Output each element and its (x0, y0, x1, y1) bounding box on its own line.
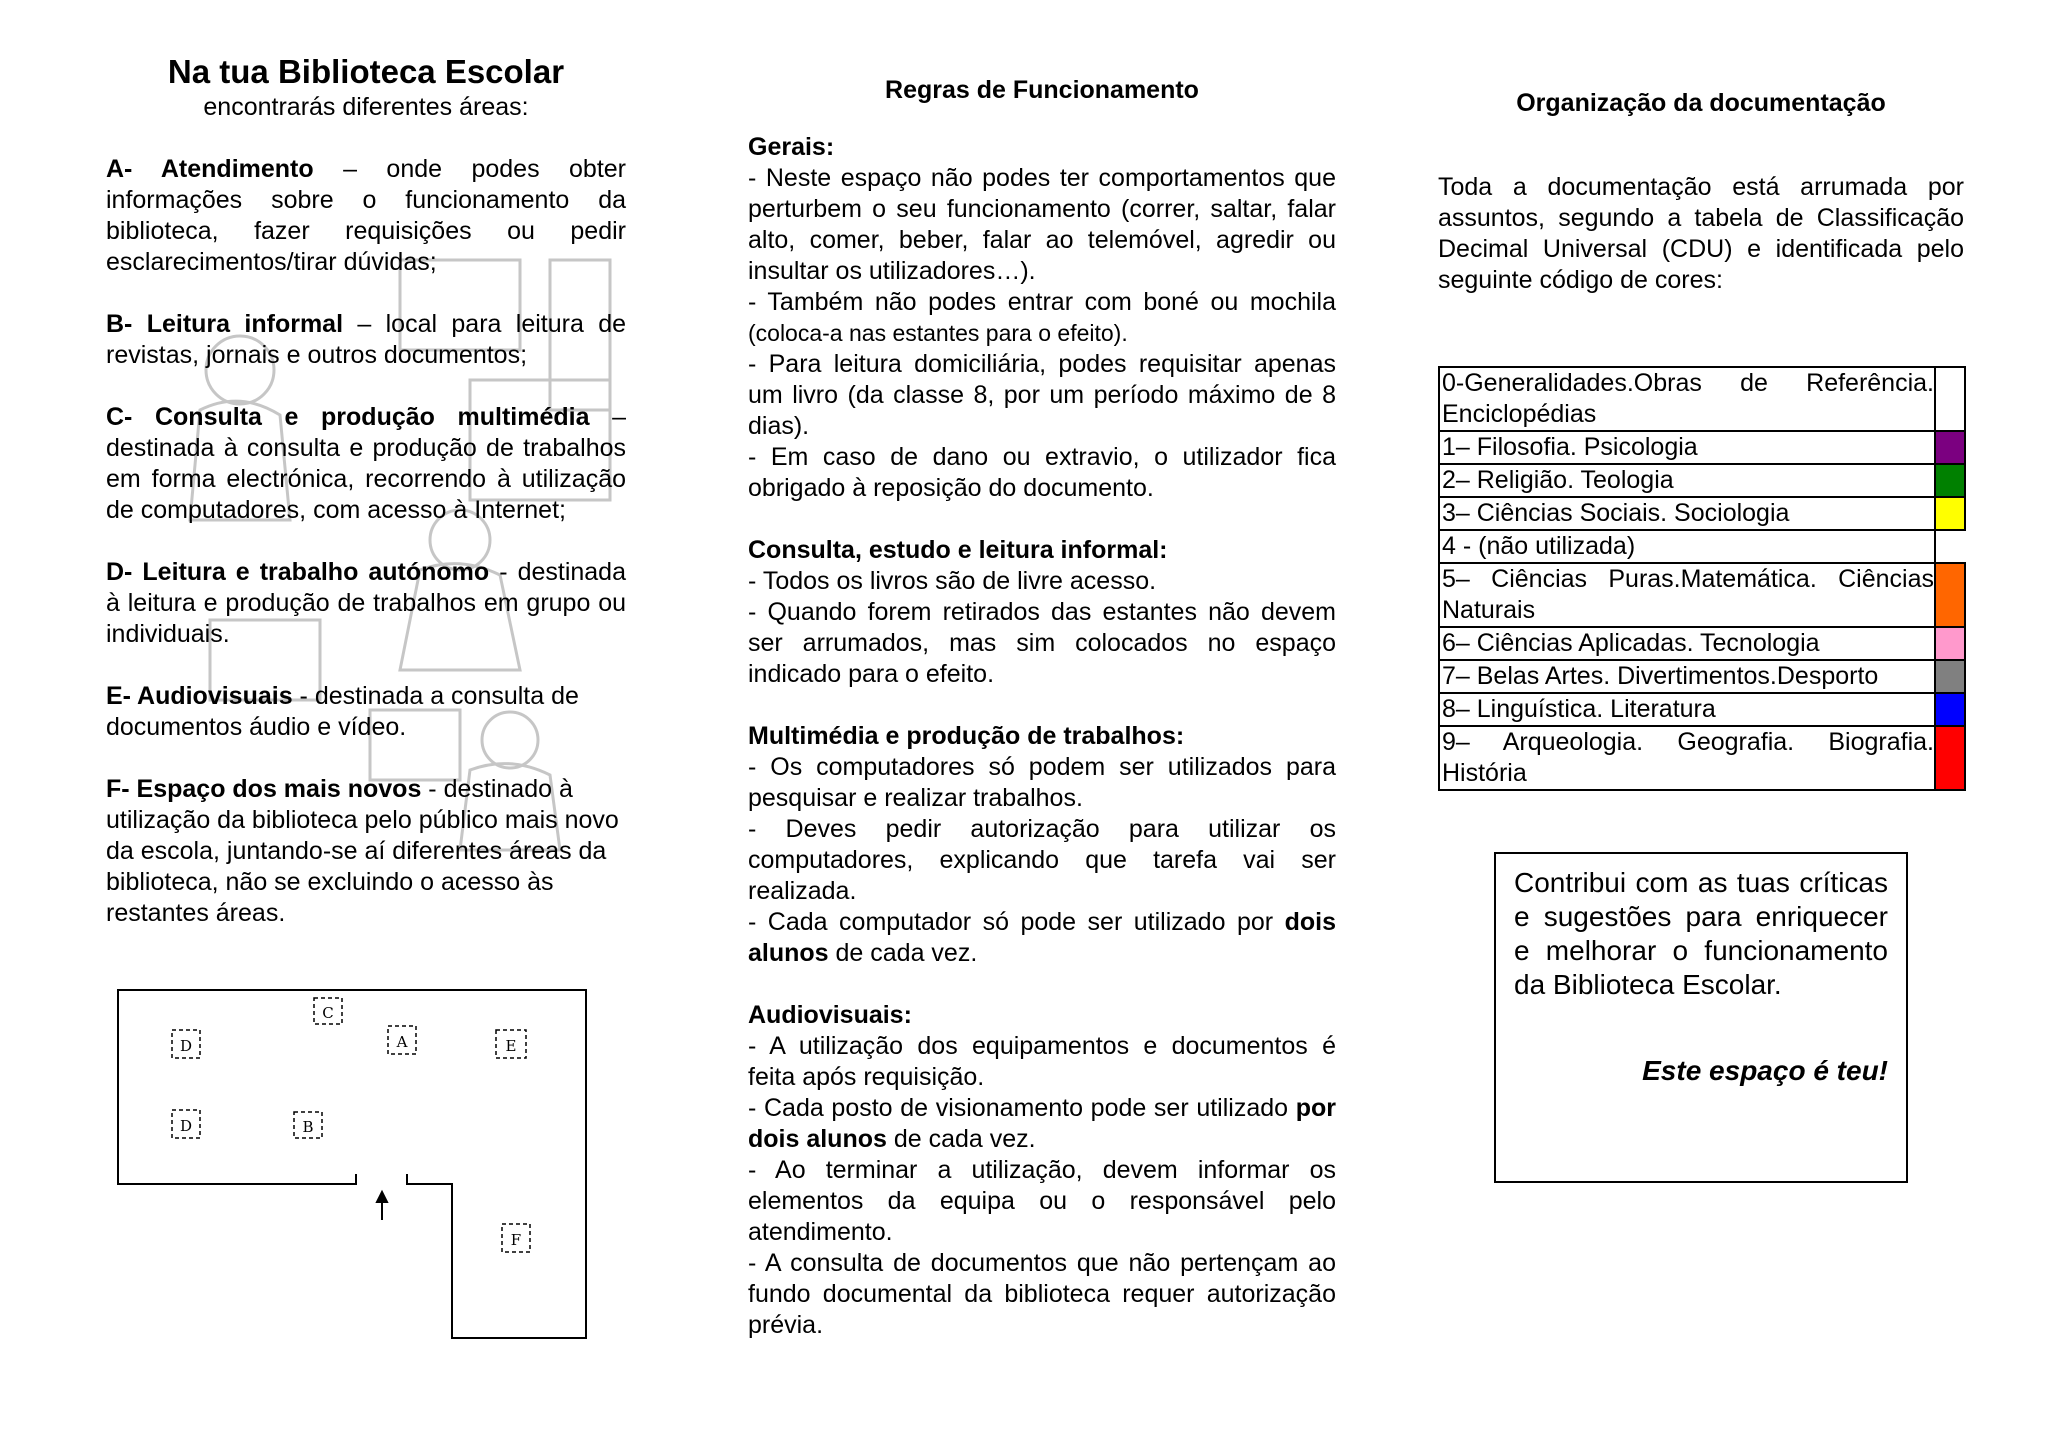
area-c: C- Consulta e produção multimédia – destinada à consulta e produção de trabalhos em forma electrónica, recorrendo à utilização de computadores, com acesso à Internet; (106, 403, 627, 524)
cdu-row (1439, 726, 1965, 790)
rule-text: - Cada posto de visionamento pode ser utilizado por dois alunos de cada vez. (748, 1094, 1336, 1153)
rules-general (748, 132, 1336, 504)
cdu-class-label: 7– Belas Artes. Divertimentos.Desporto (1439, 660, 1935, 693)
cdu-color-swatch (1935, 660, 1965, 693)
cdu-row (1439, 563, 1965, 627)
cdu-row (1439, 627, 1965, 660)
cdu-color-swatch (1935, 431, 1965, 464)
area-d: D- Leitura e trabalho autónomo - destinada à leitura e produção de trabalhos em grupo ou individuais. (106, 558, 626, 648)
plan-label-d1: D (179, 1037, 193, 1055)
feedback-text: Contribui com as tuas críticas e sugestões para enriquecer e melhorar o funcionamento da Biblioteca Escolar. (1514, 867, 1888, 1000)
cdu-class-label: 5– Ciências Puras.Matemática. Ciências Naturais (1439, 563, 1935, 627)
cdu-class-label: 3– Ciências Sociais. Sociologia (1439, 497, 1935, 530)
plan-label-d2: D (179, 1117, 193, 1135)
cdu-class-label: 0-Generalidades.Obras de Referência. Enciclopédias (1439, 367, 1935, 431)
rules-consulta (748, 535, 1336, 690)
rule-text: - Cada computador só pode ser utilizado por dois alunos de cada vez. (748, 908, 1336, 967)
cdu-row (1439, 530, 1965, 563)
cdu-class-label: 8– Linguística. Literatura (1439, 693, 1935, 726)
documentation-intro: Toda a documentação está arrumada por assuntos, segundo a tabela de Classificação Decimal Universal (CDU) e identificada pelo seguinte código de cores: (1438, 173, 1964, 294)
cdu-color-swatch (1935, 693, 1965, 726)
area-a: A- Atendimento – onde podes obter informações sobre o funcionamento da biblioteca, fazer requisições ou pedir esclarecimentos/tirar dúvidas; (106, 155, 626, 276)
area-e: E- Audiovisuais - destinada a consulta de documentos áudio e vídeo. (106, 682, 579, 741)
rules-audiovisual-heading: Audiovisuais: (748, 1001, 912, 1029)
rule-text: - Em caso de dano ou extravio, o utilizador fica obrigado à reposição do documento. (748, 443, 1336, 502)
rule-text: - Também não podes entrar com boné ou mochila (coloca-a nas estantes para o efeito). (748, 288, 1336, 346)
rules-consulta-heading: Consulta, estudo e leitura informal: (748, 536, 1168, 564)
cdu-row (1439, 497, 1965, 530)
cdu-color-swatch (1935, 530, 1965, 563)
documentation-title: Organização da documentação (1516, 89, 1886, 117)
rules-multimedia-heading: Multimédia e produção de trabalhos: (748, 722, 1185, 750)
cdu-color-swatch (1935, 464, 1965, 497)
cdu-color-swatch (1935, 726, 1965, 790)
rules-column (748, 75, 1336, 1372)
cdu-color-swatch (1935, 627, 1965, 660)
area-f: F- Espaço dos mais novos - destinado à utilização da biblioteca pelo público mais novo da escola, juntando-se aí diferentes áreas da biblioteca, não se excluindo o acesso às restantes áreas. (106, 775, 619, 927)
cdu-class-label: 6– Ciências Aplicadas. Tecnologia (1439, 627, 1935, 660)
plan-label-e: E (505, 1037, 517, 1055)
rule-text: - A utilização dos equipamentos e documentos é feita após requisição. (748, 1032, 1336, 1091)
plan-label-c: C (322, 1004, 334, 1022)
feedback-signature: Este espaço é teu! (1642, 1055, 1888, 1086)
cdu-color-swatch (1935, 497, 1965, 530)
rules-multimedia (748, 721, 1336, 969)
cdu-color-swatch (1935, 367, 1965, 431)
feedback-box (1494, 852, 1908, 1183)
cdu-row (1439, 367, 1965, 431)
rule-text: - Neste espaço não podes ter comportamentos que perturbem o seu funcionamento (correr, saltar, falar alto, comer, beber, falar ao telemóvel, agredir ou insultar os utilizadores…). (748, 164, 1336, 285)
cdu-row (1439, 464, 1965, 497)
rules-audiovisual (748, 1000, 1336, 1341)
cdu-color-swatch (1935, 563, 1965, 627)
rule-text: - Deves pedir autorização para utilizar os computadores, explicando que tarefa vai ser realizada. (748, 815, 1336, 905)
cdu-class-label: 9– Arqueologia. Geografia. Biografia. História (1439, 726, 1935, 790)
rules-title: Regras de Funcionamento (885, 76, 1199, 104)
documentation-column (1438, 88, 1964, 791)
cdu-class-label: 2– Religião. Teologia (1439, 464, 1935, 497)
areas-column (106, 52, 626, 960)
plan-label-f: F (510, 1231, 522, 1249)
cdu-row (1439, 431, 1965, 464)
plan-label-a: A (396, 1033, 408, 1051)
cdu-class-label: 4 - (não utilizada) (1439, 530, 1935, 563)
area-b: B- Leitura informal – local para leitura de revistas, jornais e outros documentos; (106, 310, 627, 369)
rules-general-heading: Gerais: (748, 133, 835, 161)
cdu-class-label: 1– Filosofia. Psicologia (1439, 431, 1935, 464)
plan-label-b: B (302, 1118, 314, 1136)
rule-text: - Para leitura domiciliária, podes requisitar apenas um livro (da classe 8, por um período máximo de 8 dias). (748, 350, 1336, 440)
cdu-row (1439, 693, 1965, 726)
rule-text: - A consulta de documentos que não pertençam ao fundo documental da biblioteca requer autorização prévia. (748, 1249, 1336, 1339)
rule-text: - Ao terminar a utilização, devem informar os elementos da equipa ou o responsável pelo atendimento. (748, 1156, 1336, 1246)
cdu-color-table (1438, 366, 1966, 791)
plan-walls-door (118, 1174, 356, 1184)
main-title: Na tua Biblioteca Escolar (167, 53, 565, 90)
rule-text: - Todos os livros são de livre acesso. (748, 567, 1157, 595)
subtitle: encontrarás diferentes áreas: (203, 93, 529, 121)
floor-plan (116, 988, 596, 1348)
rule-text: - Quando forem retirados das estantes não devem ser arrumados, mas sim colocados no espaço indicado para o efeito. (748, 598, 1336, 688)
plan-entrance-arrow (377, 1192, 387, 1220)
cdu-row (1439, 660, 1965, 693)
rule-text: - Os computadores só podem ser utilizados para pesquisar e realizar trabalhos. (748, 753, 1336, 812)
